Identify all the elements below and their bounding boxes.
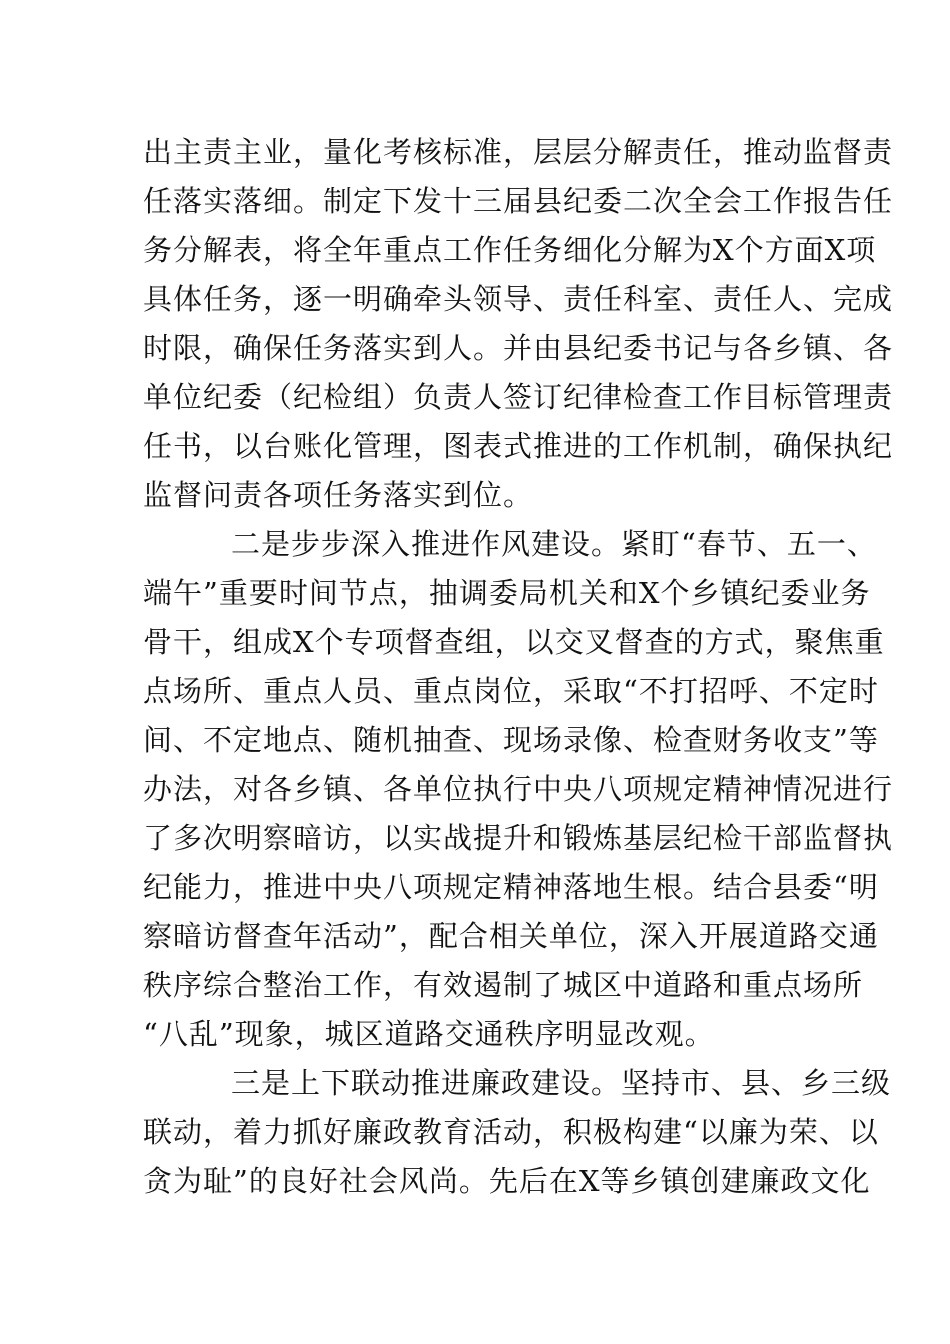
text-line: 秩序综合整治工作，有效遏制了城区中道路和重点场所	[143, 968, 864, 1002]
text-line: 时限，确保任务落实到人。并由县纪委书记与各乡镇、各	[143, 331, 894, 365]
text-line: 任落实落细。制定下发十三届县纪委二次全会工作报告任	[143, 184, 894, 218]
paragraph-heading-line: 三是上下联动推进廉政建设。坚持市、县、乡三级	[231, 1066, 892, 1100]
text-line: 办法，对各乡镇、各单位执行中央八项规定精神情况进行	[143, 772, 894, 806]
text-line: 单位纪委（纪检组）负责人签订纪律检查工作目标管理责	[143, 380, 894, 414]
paragraph-heading-line: 二是步步深入推进作风建设。紧盯“春节、五一、	[231, 527, 877, 561]
text-line: 点场所、重点人员、重点岗位，采取“不打招呼、不定时	[143, 674, 879, 708]
text-line: 贪为耻”的良好社会风尚。先后在X等乡镇创建廉政文化	[143, 1164, 871, 1198]
text-line: 联动，着力抓好廉政教育活动，积极构建“以廉为荣、以	[143, 1115, 879, 1149]
text-line: 察暗访督查年活动”，配合相关单位，深入开展道路交通	[143, 919, 879, 953]
document-body	[143, 128, 894, 1206]
text-line: 了多次明察暗访，以实战提升和锻炼基层纪检干部监督执	[143, 821, 894, 855]
text-line: 纪能力，推进中央八项规定精神落地生根。结合县委“明	[143, 870, 879, 904]
text-line: 端午”重要时间节点，抽调委局机关和X个乡镇纪委业务	[143, 576, 871, 610]
text-line: 任书，以台账化管理，图表式推进的工作机制，确保执纪	[143, 429, 894, 463]
text-line: 出主责主业，量化考核标准，层层分解责任，推动监督责	[143, 135, 894, 169]
text-line: 骨干，组成X个专项督查组，以交叉督查的方式，聚焦重	[143, 625, 885, 659]
text-line: 具体任务，逐一明确牵头领导、责任科室、责任人、完成	[143, 282, 894, 316]
text-line: 务分解表，将全年重点工作任务细化分解为X个方面X项	[143, 233, 877, 267]
text-line: 监督问责各项任务落实到位。	[143, 478, 534, 512]
text-line: 间、不定地点、随机抽查、现场录像、检查财务收支”等	[143, 723, 879, 757]
text-line: “八乱”现象，城区道路交通秩序明显改观。	[143, 1017, 715, 1051]
